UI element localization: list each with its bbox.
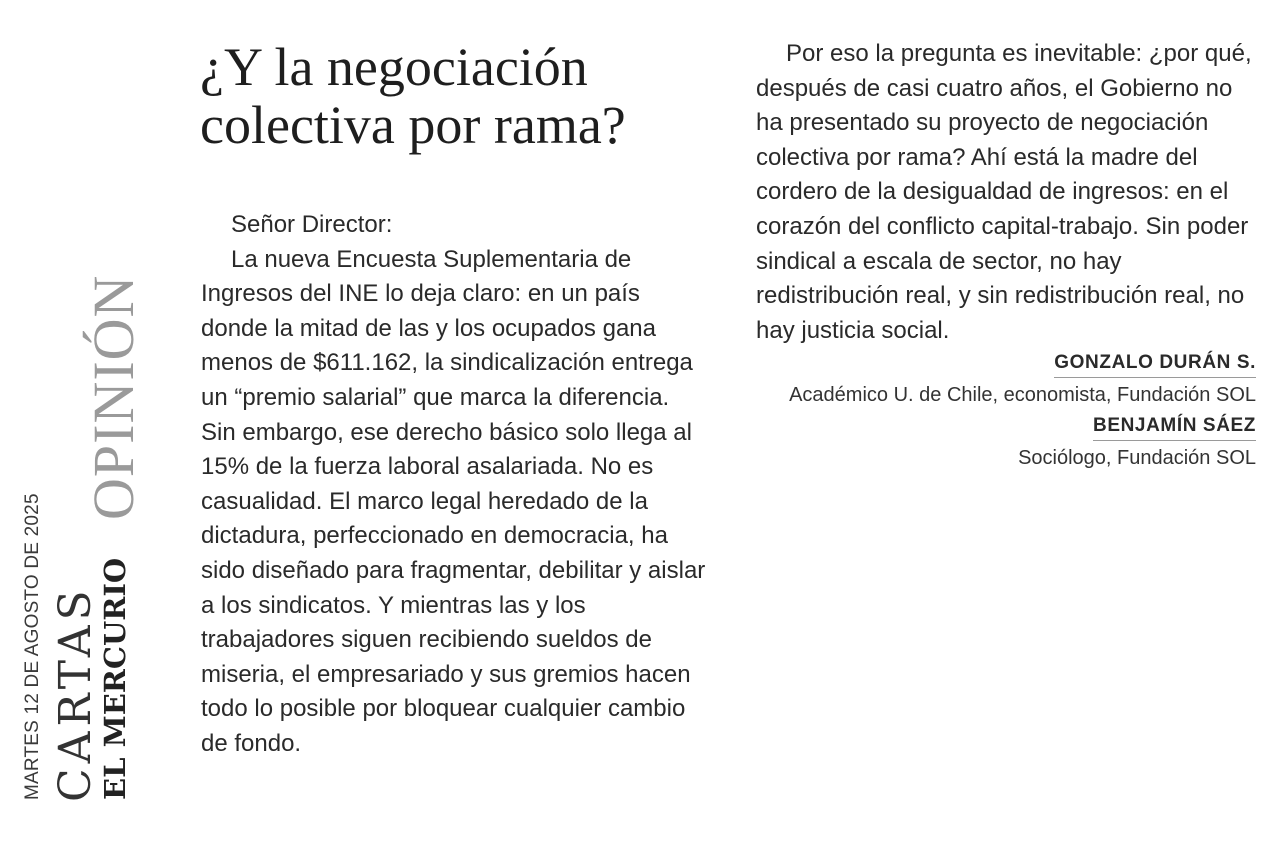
letter-column-right bbox=[756, 37, 1256, 348]
headline-line-2: colectiva por rama? bbox=[200, 95, 626, 155]
headline-line-1: ¿Y la negociación bbox=[200, 37, 588, 97]
signature-name: GONZALO DURÁN S. bbox=[1054, 352, 1256, 378]
signature-role: Sociólogo, Fundación SOL bbox=[1018, 447, 1256, 469]
signature-name: BENJAMÍN SÁEZ bbox=[1093, 415, 1256, 441]
signature-role: Académico U. de Chile, economista, Fundación SOL bbox=[789, 384, 1256, 406]
paragraph-2: Por eso la pregunta es inevitable: ¿por qué, después de casi cuatro años, el Gobierno no ha presentado su proyecto de negociación colectiva por rama? Ahí está la madre del cordero de la desigualdad de ingresos: en el corazón del conflicto capital-trabajo. Sin poder sindical a escala de sector, no hay redistribución real, y sin redistribución real, no hay justicia social. bbox=[756, 40, 1252, 344]
newspaper-name: EL MERCURIO bbox=[98, 557, 132, 800]
article-headline bbox=[200, 38, 760, 154]
salutation: Señor Director: bbox=[231, 211, 393, 238]
letter-column-left bbox=[201, 208, 707, 762]
publication-date: MARTES 12 DE AGOSTO DE 2025 bbox=[22, 493, 43, 800]
signatures bbox=[756, 352, 1256, 478]
paragraph-1: La nueva Encuesta Suplementaria de Ingresos del INE lo deja claro: en un país donde la mitad de las y los ocupados gana menos de $611.162, la sindicalización entrega un “premio salarial” que marca la diferencia. Sin embargo, ese derecho básico solo llega al 15% de la fuerza laboral asalariada. No es casualidad. El marco legal heredado de la dictadura, perfeccionado en democracia, ha sido diseñado para fragmentar, debilitar y aislar a los sindicatos. Y mientras las y los trabajadores siguen recibiendo sueldos de miseria, el empresariado y sus gremios hacen todo lo posible por bloquear cualquier cambio de fondo. bbox=[201, 245, 706, 757]
section-label: CARTAS bbox=[50, 585, 101, 802]
signature-1 bbox=[756, 352, 1256, 407]
category-label: OPINIÓN bbox=[81, 274, 146, 520]
signature-2 bbox=[756, 415, 1256, 470]
